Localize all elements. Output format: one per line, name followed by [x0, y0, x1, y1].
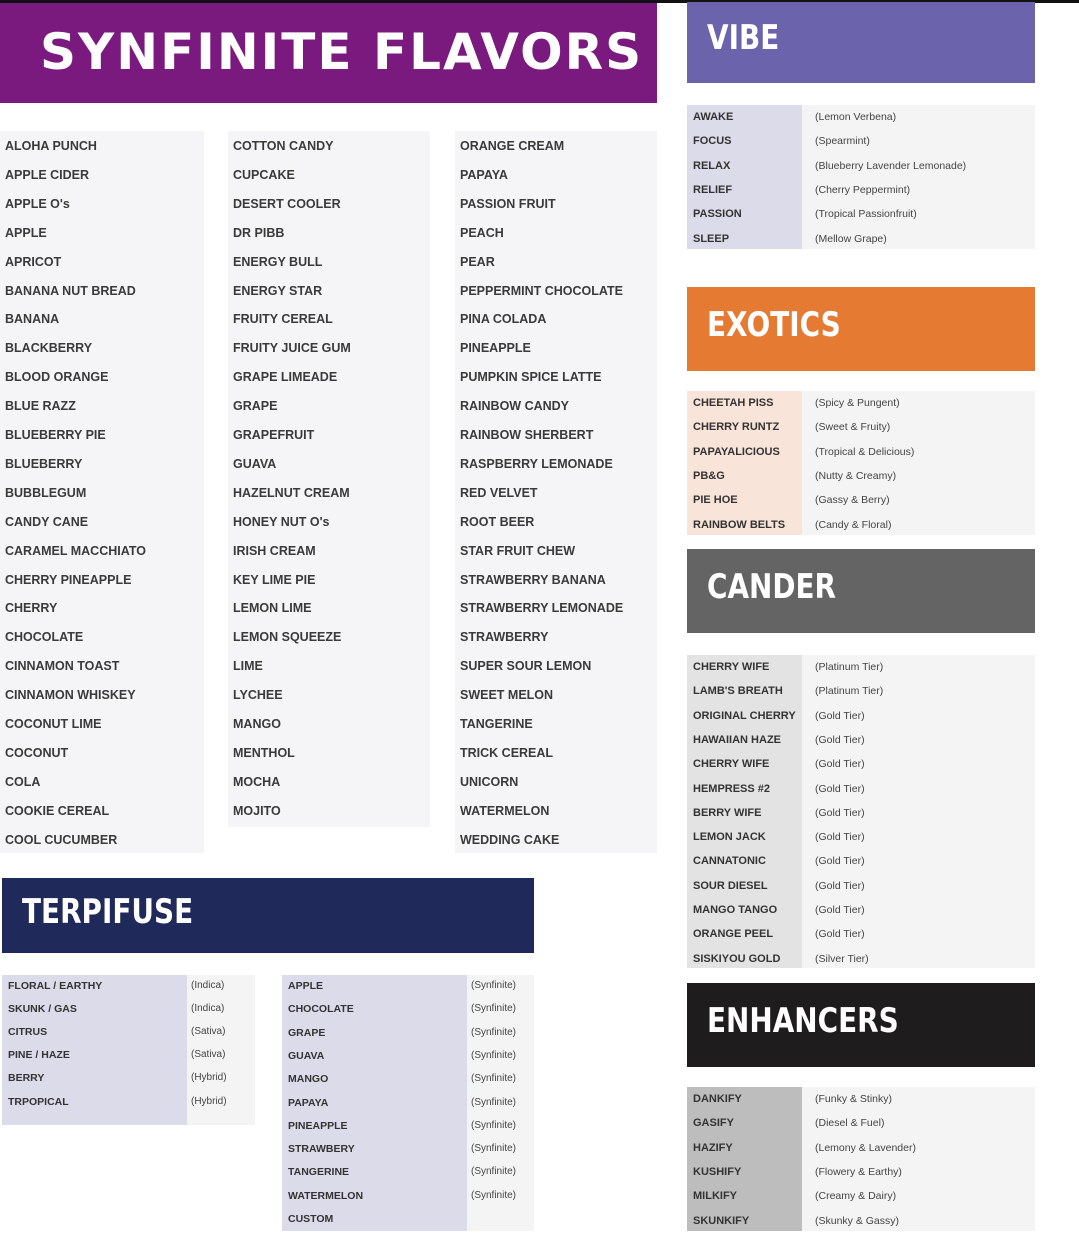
- row-value: (Indica): [191, 1003, 225, 1015]
- row-value: (Gold Tier): [815, 758, 865, 771]
- terpifuse-table-left: [2, 975, 255, 1125]
- flavor-item: RAINBOW SHERBERT: [460, 428, 594, 442]
- table-row: [687, 442, 1035, 462]
- row-label: HEMPRESS #2: [693, 782, 771, 795]
- table-row: [687, 180, 1035, 200]
- row-value: (Skunky & Gassy): [815, 1214, 900, 1227]
- flavor-item: CINNAMON TOAST: [5, 659, 120, 674]
- cander-title: CANDER: [707, 567, 837, 607]
- row-label: AWAKE: [693, 111, 734, 123]
- flavor-item: DR PIBB: [233, 225, 285, 240]
- table-row: [282, 999, 534, 1019]
- flavor-item: CHERRY PINEAPPLE: [5, 572, 132, 587]
- table-row: [687, 1113, 1035, 1133]
- flavor-item: GRAPEFRUIT: [233, 428, 315, 442]
- enhancers-banner: [687, 983, 1035, 1067]
- row-label: GRAPE: [288, 1026, 326, 1039]
- flavor-item: STRAWBERRY: [460, 630, 549, 645]
- table-row: [282, 1209, 534, 1229]
- row-label: CHERRY RUNTZ: [693, 421, 780, 434]
- row-label: LAMB'S BREATH: [693, 685, 783, 698]
- flavor-item: SWEET MELON: [460, 688, 554, 703]
- terpifuse-table-right: [282, 975, 534, 1231]
- flavor-item: CINNAMON WHISKEY: [5, 688, 136, 703]
- row-label: CHERRY WIFE: [693, 661, 770, 673]
- flavor-item: APPLE O's: [5, 196, 70, 211]
- flavor-item: BLUEBERRY: [5, 456, 83, 471]
- row-label: SOUR DIESEL: [693, 879, 768, 892]
- row-label: RAINBOW BELTS: [693, 518, 786, 531]
- flavor-item: ORANGE CREAM: [460, 139, 565, 153]
- row-value: (Synfinite): [471, 1189, 517, 1201]
- row-value: (Sweet & Fruity): [815, 421, 891, 434]
- table-row: [687, 156, 1035, 176]
- table-row: [687, 466, 1035, 486]
- flavor-item: BLUE RAZZ: [5, 399, 76, 414]
- table-row: [687, 393, 1035, 413]
- row-label: RELIEF: [693, 183, 733, 196]
- flavor-item: APPLE CIDER: [5, 167, 90, 182]
- table-row: [687, 706, 1035, 726]
- table-row: [687, 204, 1035, 224]
- row-value: (Synfinite): [471, 1026, 517, 1038]
- row-label: BERRY: [8, 1072, 45, 1085]
- flavor-item: UNICORN: [460, 774, 519, 789]
- flavor-item: RASPBERRY LEMONADE: [460, 456, 613, 471]
- exotics-title: EXOTICS: [707, 305, 841, 345]
- table-row: [282, 1069, 534, 1089]
- flavor-item: TANGERINE: [460, 717, 533, 731]
- flavor-item: MANGO: [233, 717, 281, 731]
- row-value: (Gold Tier): [815, 904, 865, 916]
- enhancers-title: ENHANCERS: [707, 1001, 899, 1041]
- exotics-table: [687, 391, 1035, 535]
- flavor-item: APPLE: [5, 225, 47, 240]
- row-value: (Synfinite): [471, 1096, 517, 1108]
- table-row: [282, 1139, 534, 1159]
- row-label: FLORAL / EARTHY: [8, 980, 103, 992]
- flavor-item: PEACH: [460, 225, 504, 240]
- flavor-item: STAR FRUIT CHEW: [460, 543, 576, 558]
- row-value: (Gassy & Berry): [815, 494, 890, 507]
- row-label: MANGO: [288, 1073, 329, 1086]
- flavor-item: MENTHOL: [233, 745, 295, 760]
- row-label: RELAX: [693, 159, 731, 172]
- table-row: [282, 976, 534, 996]
- flavor-column-2: [228, 131, 430, 827]
- row-value: (Synfinite): [471, 1143, 517, 1155]
- flavor-item: ROOT BEER: [460, 514, 535, 529]
- row-value: (Synfinite): [471, 980, 517, 991]
- table-row: [282, 1023, 534, 1043]
- flavor-item: RAINBOW CANDY: [460, 399, 570, 414]
- flavor-item: WATERMELON: [460, 803, 550, 818]
- row-label: PINEAPPLE: [288, 1119, 348, 1132]
- flavor-item: PINA COLADA: [460, 312, 547, 327]
- flavor-item: BANANA NUT BREAD: [5, 283, 136, 298]
- row-value: (Sativa): [191, 1049, 226, 1061]
- flavor-item: IRISH CREAM: [233, 543, 316, 558]
- flavor-item: GRAPE: [233, 399, 278, 414]
- flavor-item: CANDY CANE: [5, 514, 89, 529]
- row-value: (Synfinite): [471, 1119, 517, 1131]
- flavor-item: SUPER SOUR LEMON: [460, 659, 592, 674]
- flavor-item: HONEY NUT O's: [233, 514, 330, 529]
- row-value: (Nutty & Creamy): [815, 469, 897, 482]
- row-label: HAZIFY: [693, 1141, 733, 1154]
- table-row: [687, 851, 1035, 871]
- table-row: [687, 730, 1035, 750]
- table-row: [2, 1068, 255, 1088]
- table-row: [2, 999, 255, 1019]
- flavor-item: CUPCAKE: [233, 167, 295, 182]
- flavor-item: COLA: [5, 774, 41, 789]
- flavor-item: COOKIE CEREAL: [5, 803, 110, 818]
- row-label: CUSTOM: [288, 1213, 334, 1225]
- table-row: [687, 1089, 1035, 1109]
- page-title: SYNFINITE FLAVORS: [40, 23, 644, 81]
- exotics-banner: [687, 287, 1035, 371]
- table-row: [282, 1186, 534, 1206]
- row-value: (Diesel & Fuel): [815, 1117, 885, 1130]
- flavor-column-1: [0, 131, 204, 853]
- flavor-item: KEY LIME PIE: [233, 572, 316, 587]
- table-row: [687, 876, 1035, 896]
- row-label: PAPAYA: [288, 1096, 329, 1109]
- flavor-item: ENERGY BULL: [233, 254, 323, 269]
- table-row: [2, 1045, 255, 1065]
- row-label: WATERMELON: [288, 1189, 364, 1202]
- row-value: (Spearmint): [815, 135, 870, 148]
- row-value: (Gold Tier): [815, 806, 865, 819]
- row-label: SKUNKIFY: [693, 1214, 750, 1227]
- row-label: KUSHIFY: [693, 1165, 742, 1178]
- flavor-item: HAZELNUT CREAM: [233, 485, 350, 500]
- table-row: [282, 1162, 534, 1182]
- row-value: (Mellow Grape): [815, 232, 887, 245]
- cander-banner: [687, 549, 1035, 633]
- row-value: (Gold Tier): [815, 831, 865, 844]
- flavor-item: GUAVA: [233, 456, 277, 471]
- table-row: [687, 754, 1035, 774]
- table-row: [687, 657, 1035, 677]
- row-label: TANGERINE: [288, 1166, 350, 1179]
- flavor-item: PEAR: [460, 254, 495, 269]
- table-row: [2, 1092, 255, 1112]
- table-row: [687, 949, 1035, 969]
- table-row: [282, 1116, 534, 1136]
- row-label: GASIFY: [693, 1117, 734, 1130]
- row-value: (Tropical & Delicious): [815, 445, 915, 458]
- row-value: (Platinum Tier): [815, 685, 884, 698]
- enhancers-table: [687, 1087, 1035, 1231]
- flavor-item: CARAMEL MACCHIATO: [5, 543, 146, 558]
- flavor-item: BUBBLEGUM: [5, 485, 87, 500]
- row-value: (Gold Tier): [815, 879, 865, 892]
- row-label: PIE HOE: [693, 494, 738, 507]
- row-value: (Funky & Stinky): [815, 1093, 893, 1105]
- table-row: [687, 417, 1035, 437]
- row-value: (Silver Tier): [815, 952, 869, 965]
- vibe-table: [687, 105, 1035, 249]
- row-label: PINE / HAZE: [8, 1049, 70, 1062]
- row-label: CHOCOLATE: [288, 1003, 354, 1016]
- cander-table: [687, 655, 1035, 968]
- flavor-item: PASSION FRUIT: [460, 196, 556, 211]
- vibe-title: VIBE: [707, 18, 780, 58]
- row-value: (Gold Tier): [815, 855, 865, 868]
- table-row: [687, 827, 1035, 847]
- row-value: (Synfinite): [471, 1073, 517, 1085]
- row-label: MILKIFY: [693, 1190, 737, 1203]
- table-row: [687, 681, 1035, 701]
- flavor-item: COOL CUCUMBER: [5, 832, 118, 847]
- table-row: [687, 131, 1035, 151]
- flavor-item: RED VELVET: [460, 485, 538, 500]
- flavor-item: PINEAPPLE: [460, 341, 531, 356]
- terpifuse-title: TERPIFUSE: [22, 892, 194, 932]
- row-label: DANKIFY: [693, 1093, 742, 1105]
- row-label: TRPOPICAL: [8, 1095, 69, 1108]
- table-row: [687, 924, 1035, 944]
- flavor-item: DESERT COOLER: [233, 196, 341, 211]
- row-label: BERRY WIFE: [693, 806, 762, 819]
- flavor-item: PUMPKIN SPICE LATTE: [460, 370, 602, 385]
- table-row: [282, 1093, 534, 1113]
- row-label: MANGO TANGO: [693, 904, 778, 916]
- row-value: (Gold Tier): [815, 709, 865, 722]
- table-row: [687, 1162, 1035, 1182]
- flavor-item: APRICOT: [5, 254, 62, 269]
- row-label: FOCUS: [693, 135, 732, 148]
- flavor-item: BLUEBERRY PIE: [5, 428, 106, 442]
- row-value: (Synfinite): [471, 1166, 517, 1178]
- table-row: [687, 107, 1035, 127]
- table-row: [687, 900, 1035, 920]
- flavor-item: FRUITY CEREAL: [233, 312, 333, 327]
- row-label: SLEEP: [693, 232, 730, 245]
- row-value: (Platinum Tier): [815, 661, 884, 673]
- row-value: (Blueberry Lavender Lemonade): [815, 159, 967, 172]
- flavor-item: MOCHA: [233, 774, 281, 789]
- row-label: GUAVA: [288, 1049, 325, 1062]
- flavor-item: TRICK CEREAL: [460, 745, 554, 760]
- row-label: LEMON JACK: [693, 831, 766, 844]
- row-value: (Gold Tier): [815, 733, 865, 746]
- flavor-item: COCONUT: [5, 745, 69, 760]
- flavor-item: COTTON CANDY: [233, 139, 334, 153]
- terpifuse-banner: [2, 878, 534, 953]
- row-label: CHERRY WIFE: [693, 758, 770, 771]
- row-label: PB&G: [693, 469, 725, 482]
- row-value: (Indica): [191, 980, 225, 991]
- table-row: [687, 803, 1035, 823]
- flavor-item: LEMON SQUEEZE: [233, 630, 342, 645]
- row-label: PASSION: [693, 208, 742, 221]
- row-value: (Hybrid): [191, 1072, 227, 1084]
- row-label: HAWAIIAN HAZE: [693, 733, 781, 746]
- flavor-item: ENERGY STAR: [233, 283, 323, 298]
- row-value: (Synfinite): [471, 1049, 517, 1061]
- flavor-item: LIME: [233, 659, 263, 674]
- row-value: (Hybrid): [191, 1095, 227, 1107]
- row-value: (Cherry Peppermint): [815, 183, 911, 196]
- table-row: [2, 1022, 255, 1042]
- flavor-item: BLOOD ORANGE: [5, 370, 109, 385]
- flavor-item: STRAWBERRY BANANA: [460, 572, 606, 587]
- row-label: CANNATONIC: [693, 855, 766, 868]
- table-row: [282, 1046, 534, 1066]
- row-label: STRAWBERY: [288, 1143, 355, 1156]
- table-row: [687, 779, 1035, 799]
- flavor-column-3: [455, 131, 657, 853]
- row-value: (Lemony & Lavender): [815, 1141, 916, 1154]
- row-label: SKUNK / GAS: [8, 1003, 77, 1016]
- table-row: [687, 1186, 1035, 1206]
- row-value: (Candy & Floral): [815, 518, 892, 531]
- table-row: [687, 1138, 1035, 1158]
- flavor-item: LEMON LIME: [233, 601, 312, 616]
- flavor-item: BLACKBERRY: [5, 341, 93, 356]
- table-row: [687, 515, 1035, 535]
- flavor-item: CHOCOLATE: [5, 630, 84, 645]
- table-row: [687, 490, 1035, 510]
- row-label: SISKIYOU GOLD: [693, 952, 781, 965]
- title-banner: [0, 3, 657, 103]
- table-row: [687, 1211, 1035, 1231]
- row-value: (Creamy & Dairy): [815, 1190, 897, 1203]
- flavor-item: MOJITO: [233, 803, 281, 818]
- vibe-banner: [687, 2, 1035, 83]
- flavor-item: WEDDING CAKE: [460, 832, 560, 847]
- row-label: CITRUS: [8, 1026, 48, 1039]
- flavor-item: STRAWBERRY LEMONADE: [460, 601, 624, 616]
- flavor-item: GRAPE LIMEADE: [233, 370, 338, 385]
- row-value: (Lemon Verbena): [815, 111, 897, 123]
- flavor-item: LYCHEE: [233, 688, 283, 703]
- flavor-item: BANANA: [5, 312, 60, 327]
- table-row: [687, 229, 1035, 249]
- row-label: ORIGINAL CHERRY: [693, 709, 796, 722]
- flavor-item: FRUITY JUICE GUM: [233, 341, 351, 356]
- flavor-item: PAPAYA: [460, 167, 508, 182]
- row-value: (Tropical Passionfruit): [815, 208, 917, 221]
- row-label: CHEETAH PISS: [693, 397, 774, 409]
- row-label: PAPAYALICIOUS: [693, 445, 780, 458]
- row-value: (Synfinite): [471, 1003, 517, 1015]
- row-label: APPLE: [288, 980, 324, 992]
- flavor-item: COCONUT LIME: [5, 717, 102, 731]
- flavor-item: ALOHA PUNCH: [5, 139, 97, 153]
- row-value: (Gold Tier): [815, 782, 865, 795]
- row-value: (Spicy & Pungent): [815, 397, 900, 409]
- row-value: (Gold Tier): [815, 928, 865, 941]
- row-label: ORANGE PEEL: [693, 928, 774, 941]
- table-row: [2, 976, 255, 996]
- flavor-item: CHERRY: [5, 601, 58, 616]
- row-value: (Flowery & Earthy): [815, 1165, 902, 1178]
- flavor-item: PEPPERMINT CHOCOLATE: [460, 283, 623, 298]
- row-value: (Sativa): [191, 1026, 226, 1038]
